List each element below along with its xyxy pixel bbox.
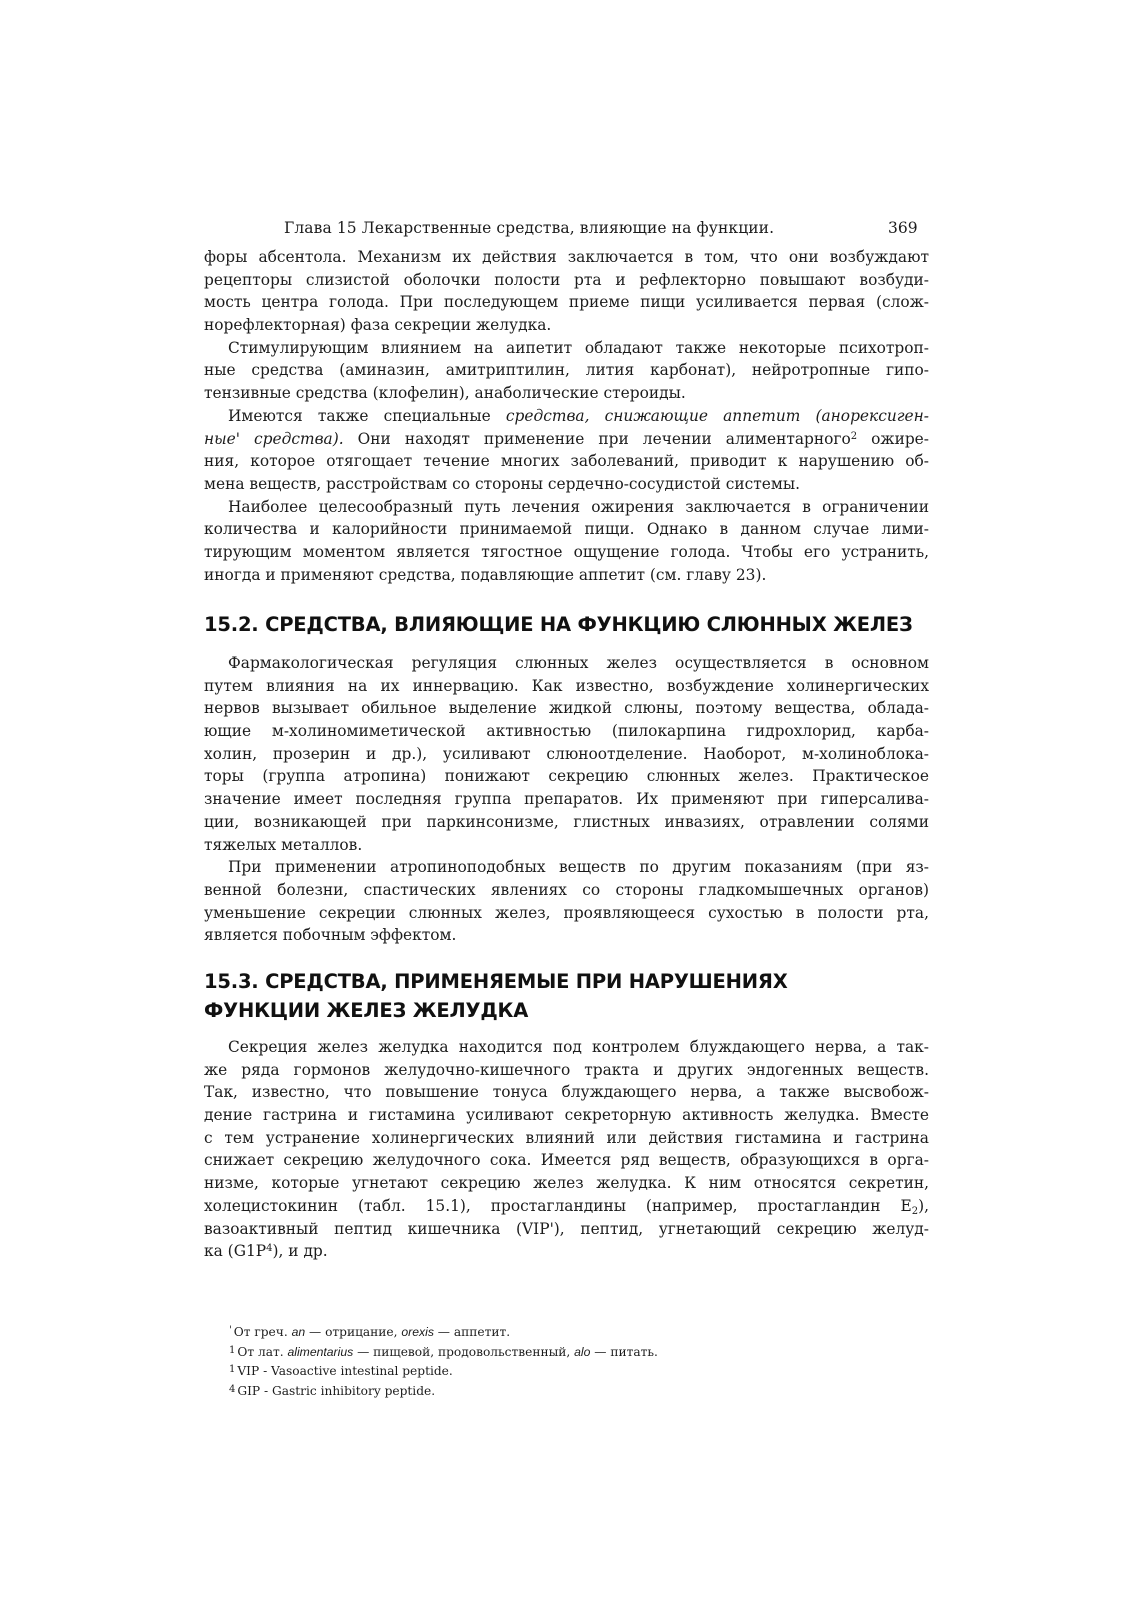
footnote-ref: 2 bbox=[850, 430, 858, 442]
text-line: путем влияния на их иннервацию. Как известно, возбуждение холинергических bbox=[204, 676, 929, 695]
text-line: дение гастрина и гистамина усиливают секреторную активность желудка. Вместе bbox=[204, 1106, 929, 1125]
text-line: низме, которые угнетают секрецию желез желудка. К ним относятся секретин, bbox=[204, 1174, 929, 1193]
text-line: форы абсентола. Механизм их действия заключается в том, что они возбуждают bbox=[204, 248, 929, 266]
text-line: тензивные средства (клофелин), анаболические стероиды. bbox=[204, 384, 686, 403]
text-line: ния, которое отягощает течение многих заболеваний, приводит к нарушению об- bbox=[204, 452, 929, 471]
page-number: 369 bbox=[888, 219, 918, 237]
text-line: холин, прозерин и др.), усиливают слюноотделение. Наоборот, м-холиноблока- bbox=[204, 744, 929, 763]
text-run: От лат. bbox=[237, 1344, 288, 1359]
text-line: Стимулирующим влиянием на аипетит обладают также некоторые психотроп- bbox=[228, 338, 929, 357]
footnote bbox=[229, 1381, 658, 1401]
text-line: же ряда гормонов желудочно-кишечного тракта и других эндогенных веществ. bbox=[204, 1060, 929, 1079]
italic-term: средства, снижающие аппетит (анорексиген- bbox=[505, 406, 929, 425]
footnote-mark: 1 bbox=[229, 1344, 236, 1356]
text-line: норефлекторная) фаза секреции желудка. bbox=[204, 316, 552, 335]
footnote-ref: 4 bbox=[266, 1243, 273, 1255]
subscript: 2 bbox=[911, 1205, 919, 1217]
text-line: иногда и применяют средства, подавляющие аппетит (см. главу 23). bbox=[204, 565, 767, 584]
section-15-2-text bbox=[204, 652, 929, 947]
text-line: количества и калорийности принимаемой пищи. Однако в данном случае лими- bbox=[204, 520, 929, 539]
running-title: Глава 15 Лекарственные средства, влияющие на функции. bbox=[284, 219, 775, 237]
heading-line: 15.3. СРЕДСТВА, ПРИМЕНЯЕМЫЕ ПРИ НАРУШЕНИЯХ bbox=[204, 970, 788, 993]
text-run: ка (G1P bbox=[204, 1242, 267, 1261]
text-line bbox=[204, 428, 929, 451]
text-line bbox=[204, 405, 929, 428]
text-line bbox=[204, 1240, 929, 1263]
text-line: ющие м-холиномиметической активностью (пилокарпина гидрохлорид, карба- bbox=[204, 722, 929, 741]
text-line: мена веществ, расстройствам со стороны сердечно-сосудистой системы. bbox=[204, 474, 801, 493]
text-line: снижает секрецию желудочного сока. Имеется ряд веществ, образующихся в орга- bbox=[204, 1151, 929, 1170]
text-line: венной болезни, спастических явлениях со стороны гладкомышечных органов) bbox=[204, 880, 929, 899]
italic-term: ные' средства). bbox=[204, 429, 344, 448]
text-line: Наиболее целесообразный путь лечения ожирения заключается в ограничении bbox=[228, 497, 929, 516]
footnote-mark: 4 bbox=[229, 1383, 236, 1395]
text-run: VIP - Vasoactive intestinal peptide. bbox=[237, 1364, 453, 1378]
text-run: ), и др. bbox=[272, 1242, 328, 1261]
text-line: ные средства (аминазин, амитриптилин, лития карбонат), нейротропные гипо- bbox=[204, 361, 929, 380]
text-run: холецистокинин (табл. 15.1), простагландины (например, простагландин E bbox=[204, 1196, 912, 1215]
text-run: GIP - Gastric inhibitory peptide. bbox=[237, 1383, 436, 1398]
italic-term: alo bbox=[574, 1344, 591, 1359]
text-line: уменьшение секреции слюнных желез, проявляющееся сухостью в полости рта, bbox=[204, 903, 929, 922]
text-line: тирующим моментом является тягостное ощущение голода. Чтобы его устранить, bbox=[204, 542, 929, 561]
footnote bbox=[229, 1361, 658, 1381]
text-line: значение имеет последняя группа препаратов. Их применяют при гиперсалива- bbox=[204, 790, 929, 809]
footnotes bbox=[229, 1322, 658, 1400]
text-line: торы (группа атропина) понижают секрецию слюнных желез. Практическое bbox=[204, 767, 929, 786]
text-run: ожире- bbox=[857, 429, 929, 448]
text-line: является побочным эффектом. bbox=[204, 926, 457, 945]
section-heading bbox=[204, 967, 788, 1025]
text-line: Так, известно, что повышение тонуса блуждающего нерва, а также высвобож- bbox=[204, 1083, 929, 1102]
text-run: — аппетит. bbox=[433, 1325, 511, 1339]
text-line: При применении атропиноподобных веществ по другим показаниям (при яз- bbox=[228, 858, 929, 877]
footnote bbox=[229, 1322, 658, 1342]
text-line: вазоактивный пептид кишечника (VIP'), пептид, угнетающий секрецию желуд- bbox=[204, 1219, 929, 1238]
text-line: нервов вызывает обильное выделение жидкой слюны, поэтому вещества, облада- bbox=[204, 699, 929, 718]
text-line: мость центра голода. При последующем приеме пищи усиливается первая (слож- bbox=[204, 293, 929, 312]
text-run: — пищевой, продовольственный, bbox=[353, 1344, 575, 1359]
text-line: ции, возникающей при паркинсонизме, глистных инвазиях, отравлении солями bbox=[204, 812, 929, 831]
footnote bbox=[229, 1342, 658, 1362]
text-line bbox=[204, 1195, 929, 1218]
italic-term: an bbox=[291, 1325, 306, 1339]
text-run: — питать. bbox=[590, 1344, 658, 1359]
text-line: тяжелых металлов. bbox=[204, 835, 363, 854]
text-run: ), bbox=[918, 1196, 929, 1215]
text-run: Они находят применение при лечении алиментарного bbox=[343, 429, 851, 448]
text-run: От греч. bbox=[233, 1325, 292, 1339]
text-run: Имеются также специальные bbox=[228, 406, 506, 425]
italic-term: orexis bbox=[401, 1325, 434, 1339]
italic-term: alimentarius bbox=[287, 1344, 354, 1359]
section-15-3-text bbox=[204, 1036, 929, 1263]
footnote-mark: 1 bbox=[229, 1364, 236, 1375]
text-line: рецепторы слизистой оболочки полости рта и рефлекторно повышают возбуди- bbox=[204, 270, 929, 289]
section-heading: 15.2. СРЕДСТВА, ВЛИЯЮЩИЕ НА ФУНКЦИЮ СЛЮННЫХ ЖЕЛЕЗ bbox=[204, 613, 913, 636]
text-line: с тем устранение холинергических влияний или действия гистамина и гастрина bbox=[204, 1128, 929, 1147]
intro-text bbox=[204, 246, 929, 586]
text-run: — отрицание, bbox=[305, 1325, 402, 1339]
heading-line: ФУНКЦИИ ЖЕЛЕЗ ЖЕЛУДКА bbox=[204, 999, 529, 1022]
footnote-mark: ' bbox=[229, 1325, 232, 1336]
text-line: Фармакологическая регуляция слюнных желез осуществляется в основном bbox=[228, 654, 929, 672]
text-line: Секреция желез желудка находится под контролем блуждающего нерва, а так- bbox=[228, 1038, 929, 1056]
